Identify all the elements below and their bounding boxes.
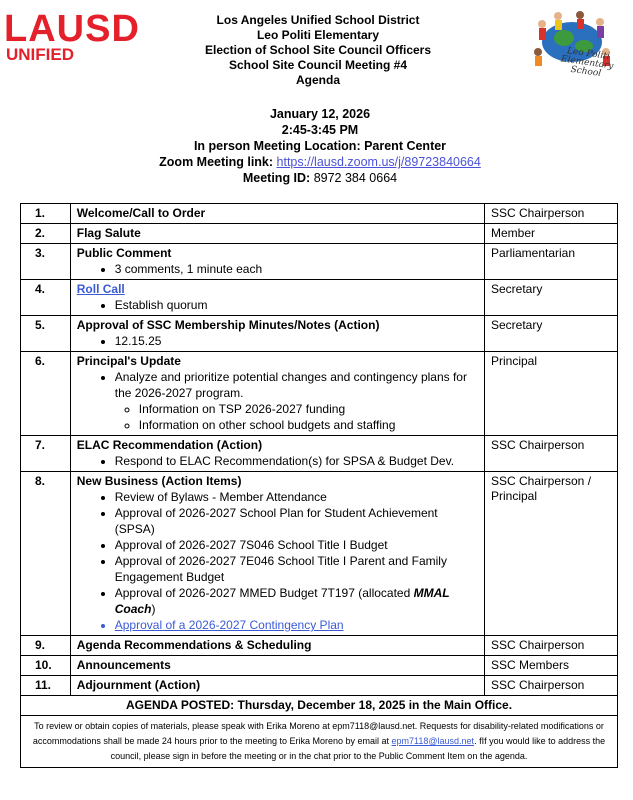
bullet-item: • Respond to ELAC Recommendation(s) for SPSA & Budget Dev.	[115, 453, 478, 469]
item-title: Flag Salute	[76, 226, 141, 240]
item-title: Principal's Update	[76, 354, 181, 368]
item-bullets	[77, 297, 478, 313]
item-number: 7.	[21, 436, 71, 472]
item-cell	[70, 316, 484, 352]
footer-text-2: . fIf you would like to address the council, please sign in before the meeting or in the chat prior to the Public Comment Item on the agenda.	[110, 736, 606, 761]
bullet-item: • Approval of 2026-2027 School Plan for Student Achievement (SPSA)	[115, 505, 478, 537]
footer-text-1: To review or obtain copies of materials, please speak with Erika Moreno at epm7118@lausd.net. Requests for disability-related modifications or accommodations shall be made 24 hours prior to the meeting to Erika Moreno by email at	[32, 721, 604, 746]
item-presenter: SSC Chairperson	[484, 436, 617, 472]
bullet-item-mmal	[115, 585, 478, 617]
zoom-link[interactable]: https://lausd.zoom.us/j/89723840664	[276, 155, 481, 169]
bullet-text: Approval of 2026-2027 MMED Budget 7T197 (allocated	[114, 586, 414, 600]
contingency-plan-link[interactable]: • Approval of a 2026-2027 Contingency Plan	[115, 617, 478, 633]
item-presenter: Secretary	[484, 316, 617, 352]
sub-bullet-item: ◦ Information on TSP 2026-2027 funding	[139, 401, 478, 417]
item-bullets	[77, 453, 478, 469]
lausd-logo-text: LAUSD	[4, 8, 140, 50]
school-logo-text: Leo Politi Elementary School	[560, 46, 614, 80]
item-title: ELAC Recommendation (Action)	[76, 438, 263, 452]
zoom-line	[120, 154, 520, 170]
item-title: Announcements	[76, 658, 171, 672]
item-presenter: SSC Chairperson / Principal	[484, 472, 617, 636]
school-logo	[528, 8, 618, 80]
item-bullets	[77, 333, 478, 349]
item-cell	[70, 676, 484, 696]
agenda-row-3	[21, 244, 618, 280]
item-title: Public Comment	[76, 246, 172, 260]
item-number: 2.	[21, 224, 71, 244]
sub-bullets	[115, 401, 478, 433]
footer-row	[21, 716, 618, 768]
item-number: 6.	[21, 352, 71, 436]
sub-bullet-item: ◦ Information on other school budgets and staffing	[139, 417, 478, 433]
item-cell	[70, 204, 484, 224]
item-cell	[70, 636, 484, 656]
agenda-row-4	[21, 280, 618, 316]
item-presenter: SSC Chairperson	[484, 636, 617, 656]
item-title: Adjournment (Action)	[76, 678, 201, 692]
item-cell	[70, 352, 484, 436]
agenda-table	[20, 203, 618, 768]
district-name: Los Angeles Unified School District	[216, 13, 420, 27]
election-title: Election of School Site Council Officers	[204, 43, 432, 57]
agenda-header	[160, 13, 476, 88]
bullet-item: • Approval of 2026-2027 7S046 School Title I Budget	[115, 537, 478, 553]
bullet-item: • Approval of 2026-2027 7E046 School Title I Parent and Family Engagement Budget	[115, 553, 478, 585]
item-title: Approval of SSC Membership Minutes/Notes (Action)	[76, 318, 380, 332]
meeting-id-value: 8972 384 0664	[313, 171, 398, 185]
bullet-item: • 12.15.25	[115, 333, 478, 349]
agenda-row-8	[21, 472, 618, 636]
zoom-label: Zoom Meeting link:	[159, 155, 274, 169]
item-presenter: Secretary	[484, 280, 617, 316]
item-presenter: SSC Chairperson	[484, 204, 617, 224]
item-cell	[70, 280, 484, 316]
agenda-row-6	[21, 352, 618, 436]
item-bullets	[77, 261, 478, 277]
agenda-label: Agenda	[295, 73, 340, 87]
item-number: 3.	[21, 244, 71, 280]
item-title: Agenda Recommendations & Scheduling	[76, 638, 312, 652]
item-number: 9.	[21, 636, 71, 656]
lausd-logo	[4, 8, 140, 64]
unified-logo-text: UNIFIED	[6, 45, 74, 64]
footer-notice	[21, 716, 618, 768]
agenda-row-5	[21, 316, 618, 352]
roll-call-link[interactable]: Roll Call	[76, 282, 125, 296]
item-cell	[70, 656, 484, 676]
meeting-id-label: Meeting ID:	[242, 171, 311, 185]
item-presenter: SSC Chairperson	[484, 676, 617, 696]
bullet-text: Analyze and prioritize potential changes and contingency plans for the 2026-2027 program.	[114, 370, 467, 400]
meeting-info	[120, 106, 520, 186]
bullet-close: )	[151, 602, 156, 616]
item-presenter: SSC Members	[484, 656, 617, 676]
item-cell	[70, 244, 484, 280]
bullet-item: • 3 comments, 1 minute each	[115, 261, 478, 277]
item-number: 5.	[21, 316, 71, 352]
bullet-item: • Review of Bylaws - Member Attendance	[115, 489, 478, 505]
meeting-id-line	[120, 170, 520, 186]
item-number: 11.	[21, 676, 71, 696]
school-name: Leo Politi Elementary	[256, 28, 380, 42]
item-number: 8.	[21, 472, 71, 636]
agenda-row-10	[21, 656, 618, 676]
item-title: New Business (Action Items)	[76, 474, 242, 488]
meeting-location: In person Meeting Location: Parent Center	[193, 139, 447, 153]
item-number: 4.	[21, 280, 71, 316]
posted-row	[21, 696, 618, 716]
agenda-row-2	[21, 224, 618, 244]
item-number: 10.	[21, 656, 71, 676]
item-cell	[70, 224, 484, 244]
agenda-row-1	[21, 204, 618, 224]
item-cell	[70, 472, 484, 636]
item-presenter: Principal	[484, 352, 617, 436]
meeting-title: School Site Council Meeting #4	[228, 58, 408, 72]
item-bullets	[77, 489, 478, 633]
bullet-item	[115, 369, 478, 433]
agenda-row-7	[21, 436, 618, 472]
item-cell	[70, 436, 484, 472]
meeting-time: 2:45-3:45 PM	[281, 123, 359, 137]
bullet-item: • Establish quorum	[115, 297, 478, 313]
footer-email-link[interactable]: epm7118@lausd.net	[391, 736, 475, 746]
meeting-date: January 12, 2026	[269, 107, 371, 121]
item-presenter: Parliamentarian	[484, 244, 617, 280]
mmal-coach-emphasis: MMAL Coach	[114, 586, 450, 616]
agenda-row-9	[21, 636, 618, 656]
item-title: Welcome/Call to Order	[76, 206, 206, 220]
item-presenter: Member	[484, 224, 617, 244]
agenda-row-11	[21, 676, 618, 696]
item-bullets	[77, 369, 478, 433]
agenda-posted-notice: AGENDA POSTED: Thursday, December 18, 2025 in the Main Office.	[21, 696, 618, 716]
item-number: 1.	[21, 204, 71, 224]
